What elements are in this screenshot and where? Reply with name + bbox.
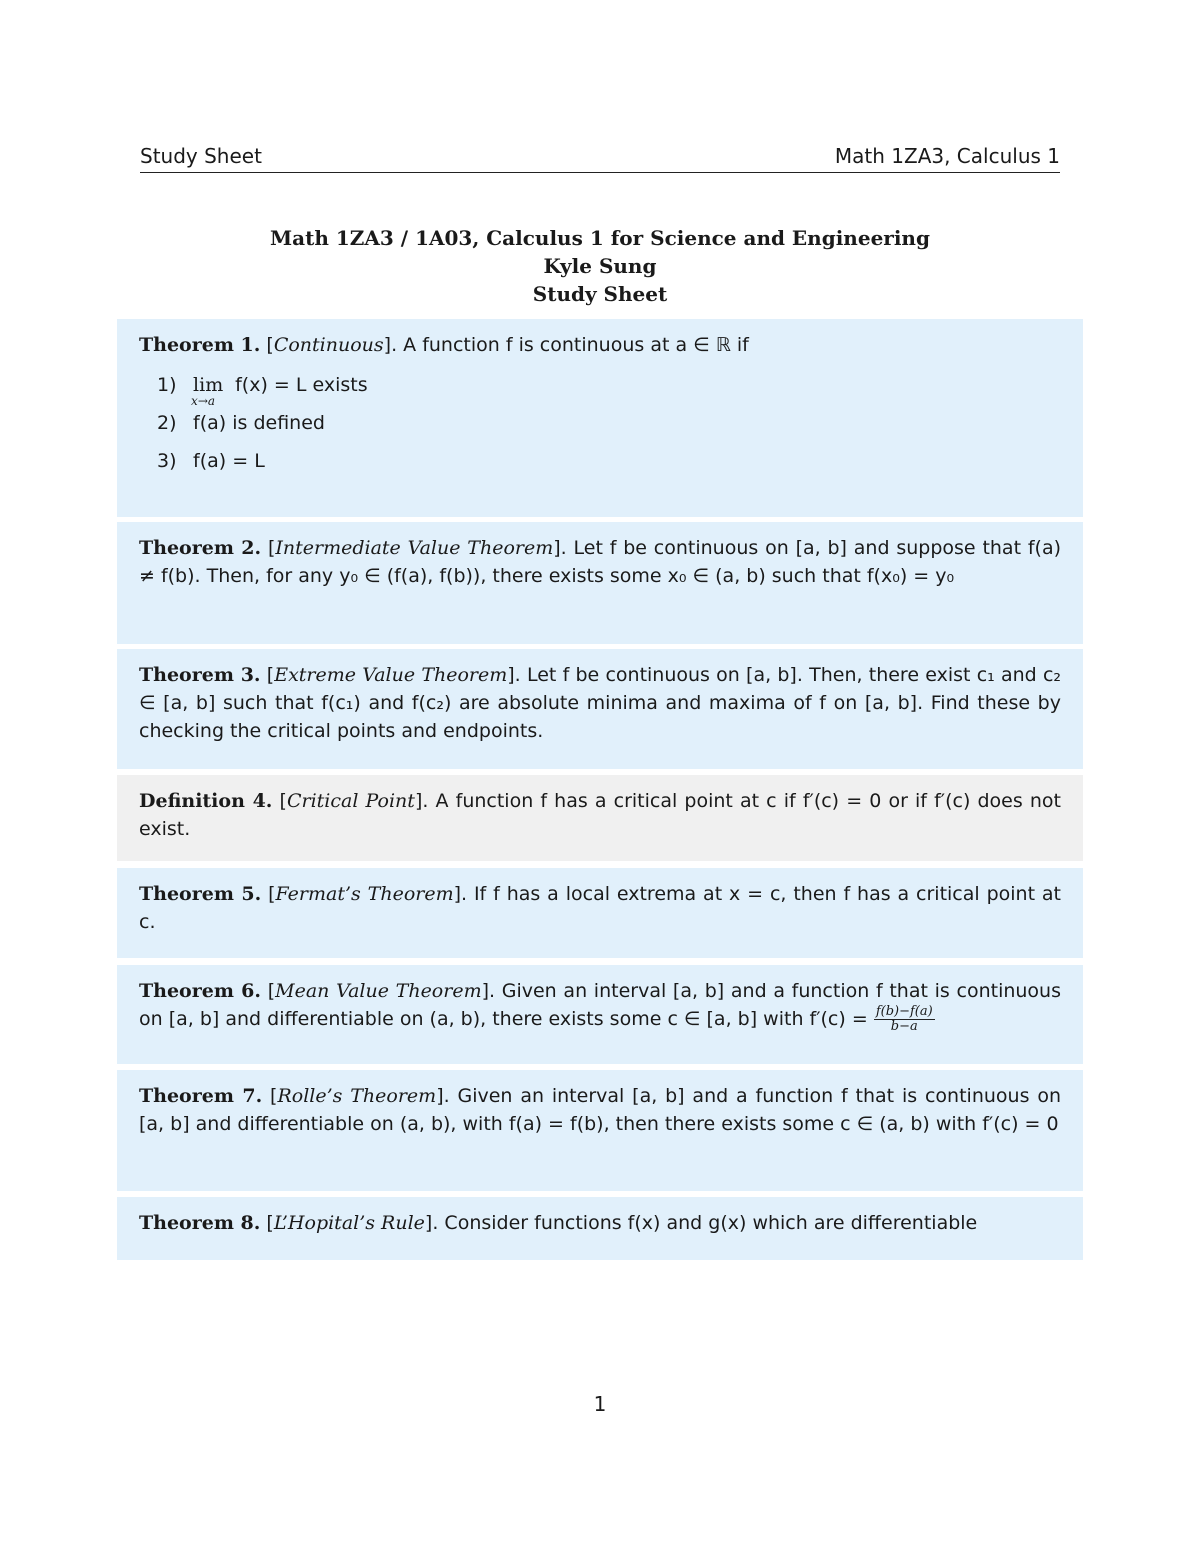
header-left: Study Sheet [140,144,262,168]
item-expression: f(a) is defined [193,412,325,434]
theorem-8-box: Theorem 8. [L’Hopital’s Rule]. Consider functions f(x) and g(x) which are differentiable [117,1197,1083,1260]
definition-4-box: Definition 4. [Critical Point]. A function f has a critical point at c if f′(c) = 0 or if f′(c) does not exist. [117,775,1083,861]
block-text: A function f has a critical point at c if f′(c) = 0 or if f′(c) does not exist. [139,790,1061,840]
block-label: Theorem 5. [139,883,262,905]
title-author: Kyle Sung [543,254,657,278]
block-name: Mean Value Theorem [275,980,482,1002]
block-label: Theorem 7. [139,1085,263,1107]
block-text: If f has a local extrema at x = c, then f has a critical point at c. [139,883,1062,933]
block-text: Let f be continuous on [a, b] and suppose that f(a) ≠ f(b). Then, for any y₀ ∈ (f(a), f(b)), there exists some x₀ ∈ (a, b) such that f(x₀) = y₀ [139,537,1061,587]
block-name: Continuous [273,334,384,356]
condition-list [139,371,1061,485]
item-number: 1) [157,374,177,396]
title-subtitle: Study Sheet [532,282,668,306]
list-item [139,371,1061,409]
block-label: Theorem 2. [139,537,262,559]
list-item [139,447,1061,485]
item-number: 2) [157,412,177,434]
limit-operator: lim x→a [193,371,229,399]
fraction-numerator: f(b)−f(a) [875,1004,933,1019]
block-text: Given an interval [a, b] and a function f that is continuous on [a, b] and differentiable on (a, b), there exists some c ∈ [a, b] with f′(c) = [139,980,1061,1030]
block-text: Consider functions f(x) and g(x) which are differentiable [444,1212,978,1234]
block-name: L’Hopital’s Rule [273,1212,425,1234]
document-title [0,224,1200,308]
page-number: 1 [593,1392,607,1416]
theorem-2-box: Theorem 2. [Intermediate Value Theorem]. Let f be continuous on [a, b] and suppose that f(a) ≠ f(b). Then, for any y₀ ∈ (f(a), f(b)), there exists some x₀ ∈ (a, b) such that f(x₀) = y₀ [117,522,1083,644]
block-label: Theorem 6. [139,980,262,1002]
running-header [140,144,1060,173]
theorem-5-box: Theorem 5. [Fermat’s Theorem]. If f has a local extrema at x = c, then f has a critical point at c. [117,868,1083,958]
fraction-denominator: b−a [890,1019,918,1034]
block-text: Given an interval [a, b] and a function f that is continuous on [a, b] and differentiable on (a, b), with f(a) = f(b), then there exists some c ∈ (a, b) with f′(c) = 0 [139,1085,1061,1135]
header-right: Math 1ZA3, Calculus 1 [834,144,1060,168]
mean-value-fraction [874,1005,935,1034]
theorem-3-box: Theorem 3. [Extreme Value Theorem]. Let f be continuous on [a, b]. Then, there exist c₁ and c₂ ∈ [a, b] such that f(c₁) and f(c₂) are absolute minima and maxima of f on [a, b]. Find these by checking the critical points and endpoints. [117,649,1083,769]
theorem-1-box: Theorem 1. [Continuous]. A function f is continuous at a ∈ ℝ if 1) lim x→a f(x) = L exists 2) f(a) is defined 3) f(a) = L [117,319,1083,517]
block-name: Rolle’s Theorem [277,1085,437,1107]
block-label: Theorem 1. [139,334,261,356]
block-name: Extreme Value Theorem [274,664,508,686]
block-text: Let f be continuous on [a, b]. Then, there exist c₁ and c₂ ∈ [a, b] such that f(c₁) and f(c₂) are absolute minima and maxima of f on [a, b]. Find these by checking the critical points and endpoints. [139,664,1062,742]
limit-subscript: x→a [191,394,216,408]
block-text: A function f is continuous at a ∈ ℝ if [403,334,749,356]
block-name: Fermat’s Theorem [275,883,454,905]
block-label: Definition 4. [139,790,273,812]
item-number: 3) [157,450,177,472]
theorem-7-box: Theorem 7. [Rolle’s Theorem]. Given an interval [a, b] and a function f that is continuous on [a, b] and differentiable on (a, b), with f(a) = f(b), then there exists some c ∈ (a, b) with f′(c) = 0 [117,1070,1083,1191]
list-item [139,409,1061,447]
item-expression: f(a) = L [193,450,265,472]
block-name: Intermediate Value Theorem [275,537,554,559]
title-course: Math 1ZA3 / 1A03, Calculus 1 for Science and Engineering [270,226,930,250]
item-expression: f(x) = L exists [235,374,368,396]
block-name: Critical Point [286,790,415,812]
block-label: Theorem 3. [139,664,261,686]
theorem-6-box: Theorem 6. [Mean Value Theorem]. Given an interval [a, b] and a function f that is continuous on [a, b] and differentiable on (a, b), there exists some c ∈ [a, b] with f′(c) = $\frac{f(b)-f(a)}{b-a}$ [117,965,1083,1064]
block-label: Theorem 8. [139,1212,261,1234]
